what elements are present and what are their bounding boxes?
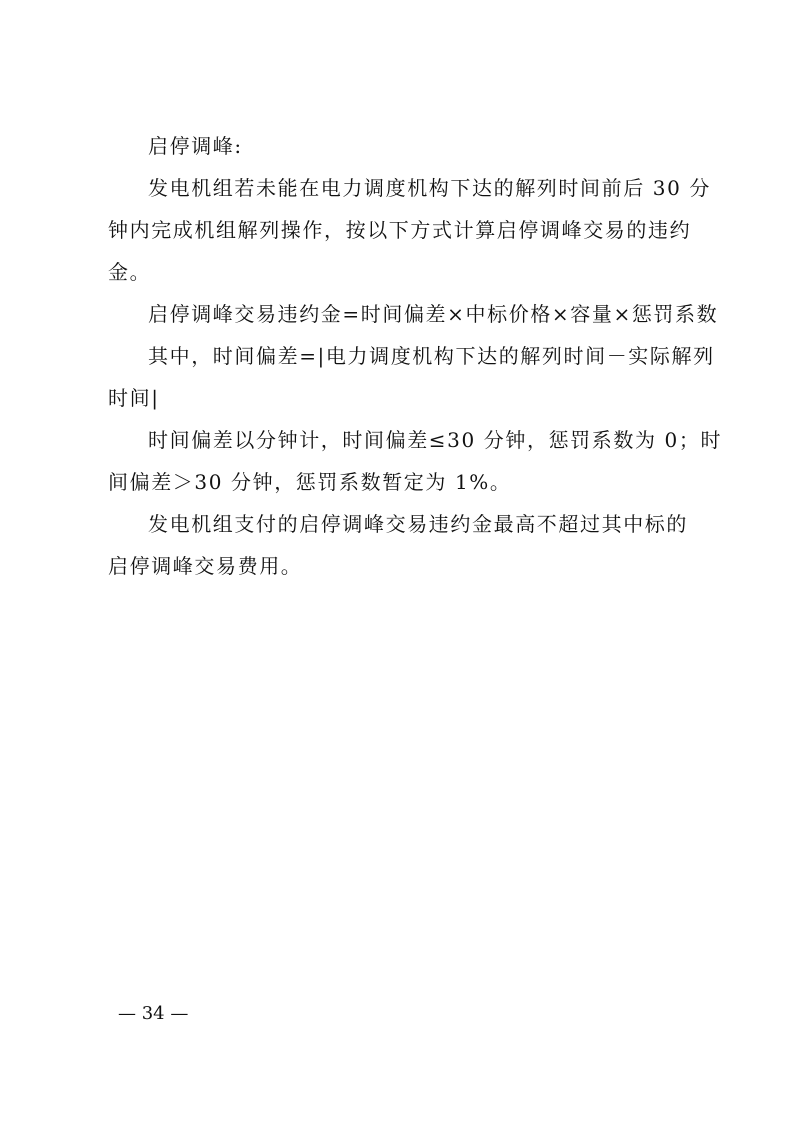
- paragraph-line: 发电机组若未能在电力调度机构下达的解列时间前后 30 分: [148, 176, 711, 200]
- paragraph-line: 发电机组支付的启停调峰交易违约金最高不超过其中标的: [148, 512, 688, 536]
- section-heading: 启停调峰:: [148, 134, 243, 158]
- paragraph-line: 启停调峰交易费用。: [108, 554, 303, 578]
- paragraph-line: 钟内完成机组解列操作，按以下方式计算启停调峰交易的违约: [108, 218, 692, 242]
- formula-line: 启停调峰交易违约金=时间偏差×中标价格×容量×惩罚系数: [148, 302, 719, 326]
- paragraph-line: 金。: [108, 260, 152, 284]
- paragraph-line: 间偏差＞30 分钟，惩罚系数暂定为 1%。: [108, 470, 512, 494]
- paragraph-line: 其中，时间偏差=|电力调度机构下达的解列时间－实际解列: [148, 344, 715, 368]
- paragraph-line: 时间偏差以分钟计，时间偏差≤30 分钟，惩罚系数为 0；时: [148, 428, 723, 452]
- paragraph-line: 时间|: [108, 386, 160, 410]
- page-number: — 34 —: [118, 1003, 189, 1024]
